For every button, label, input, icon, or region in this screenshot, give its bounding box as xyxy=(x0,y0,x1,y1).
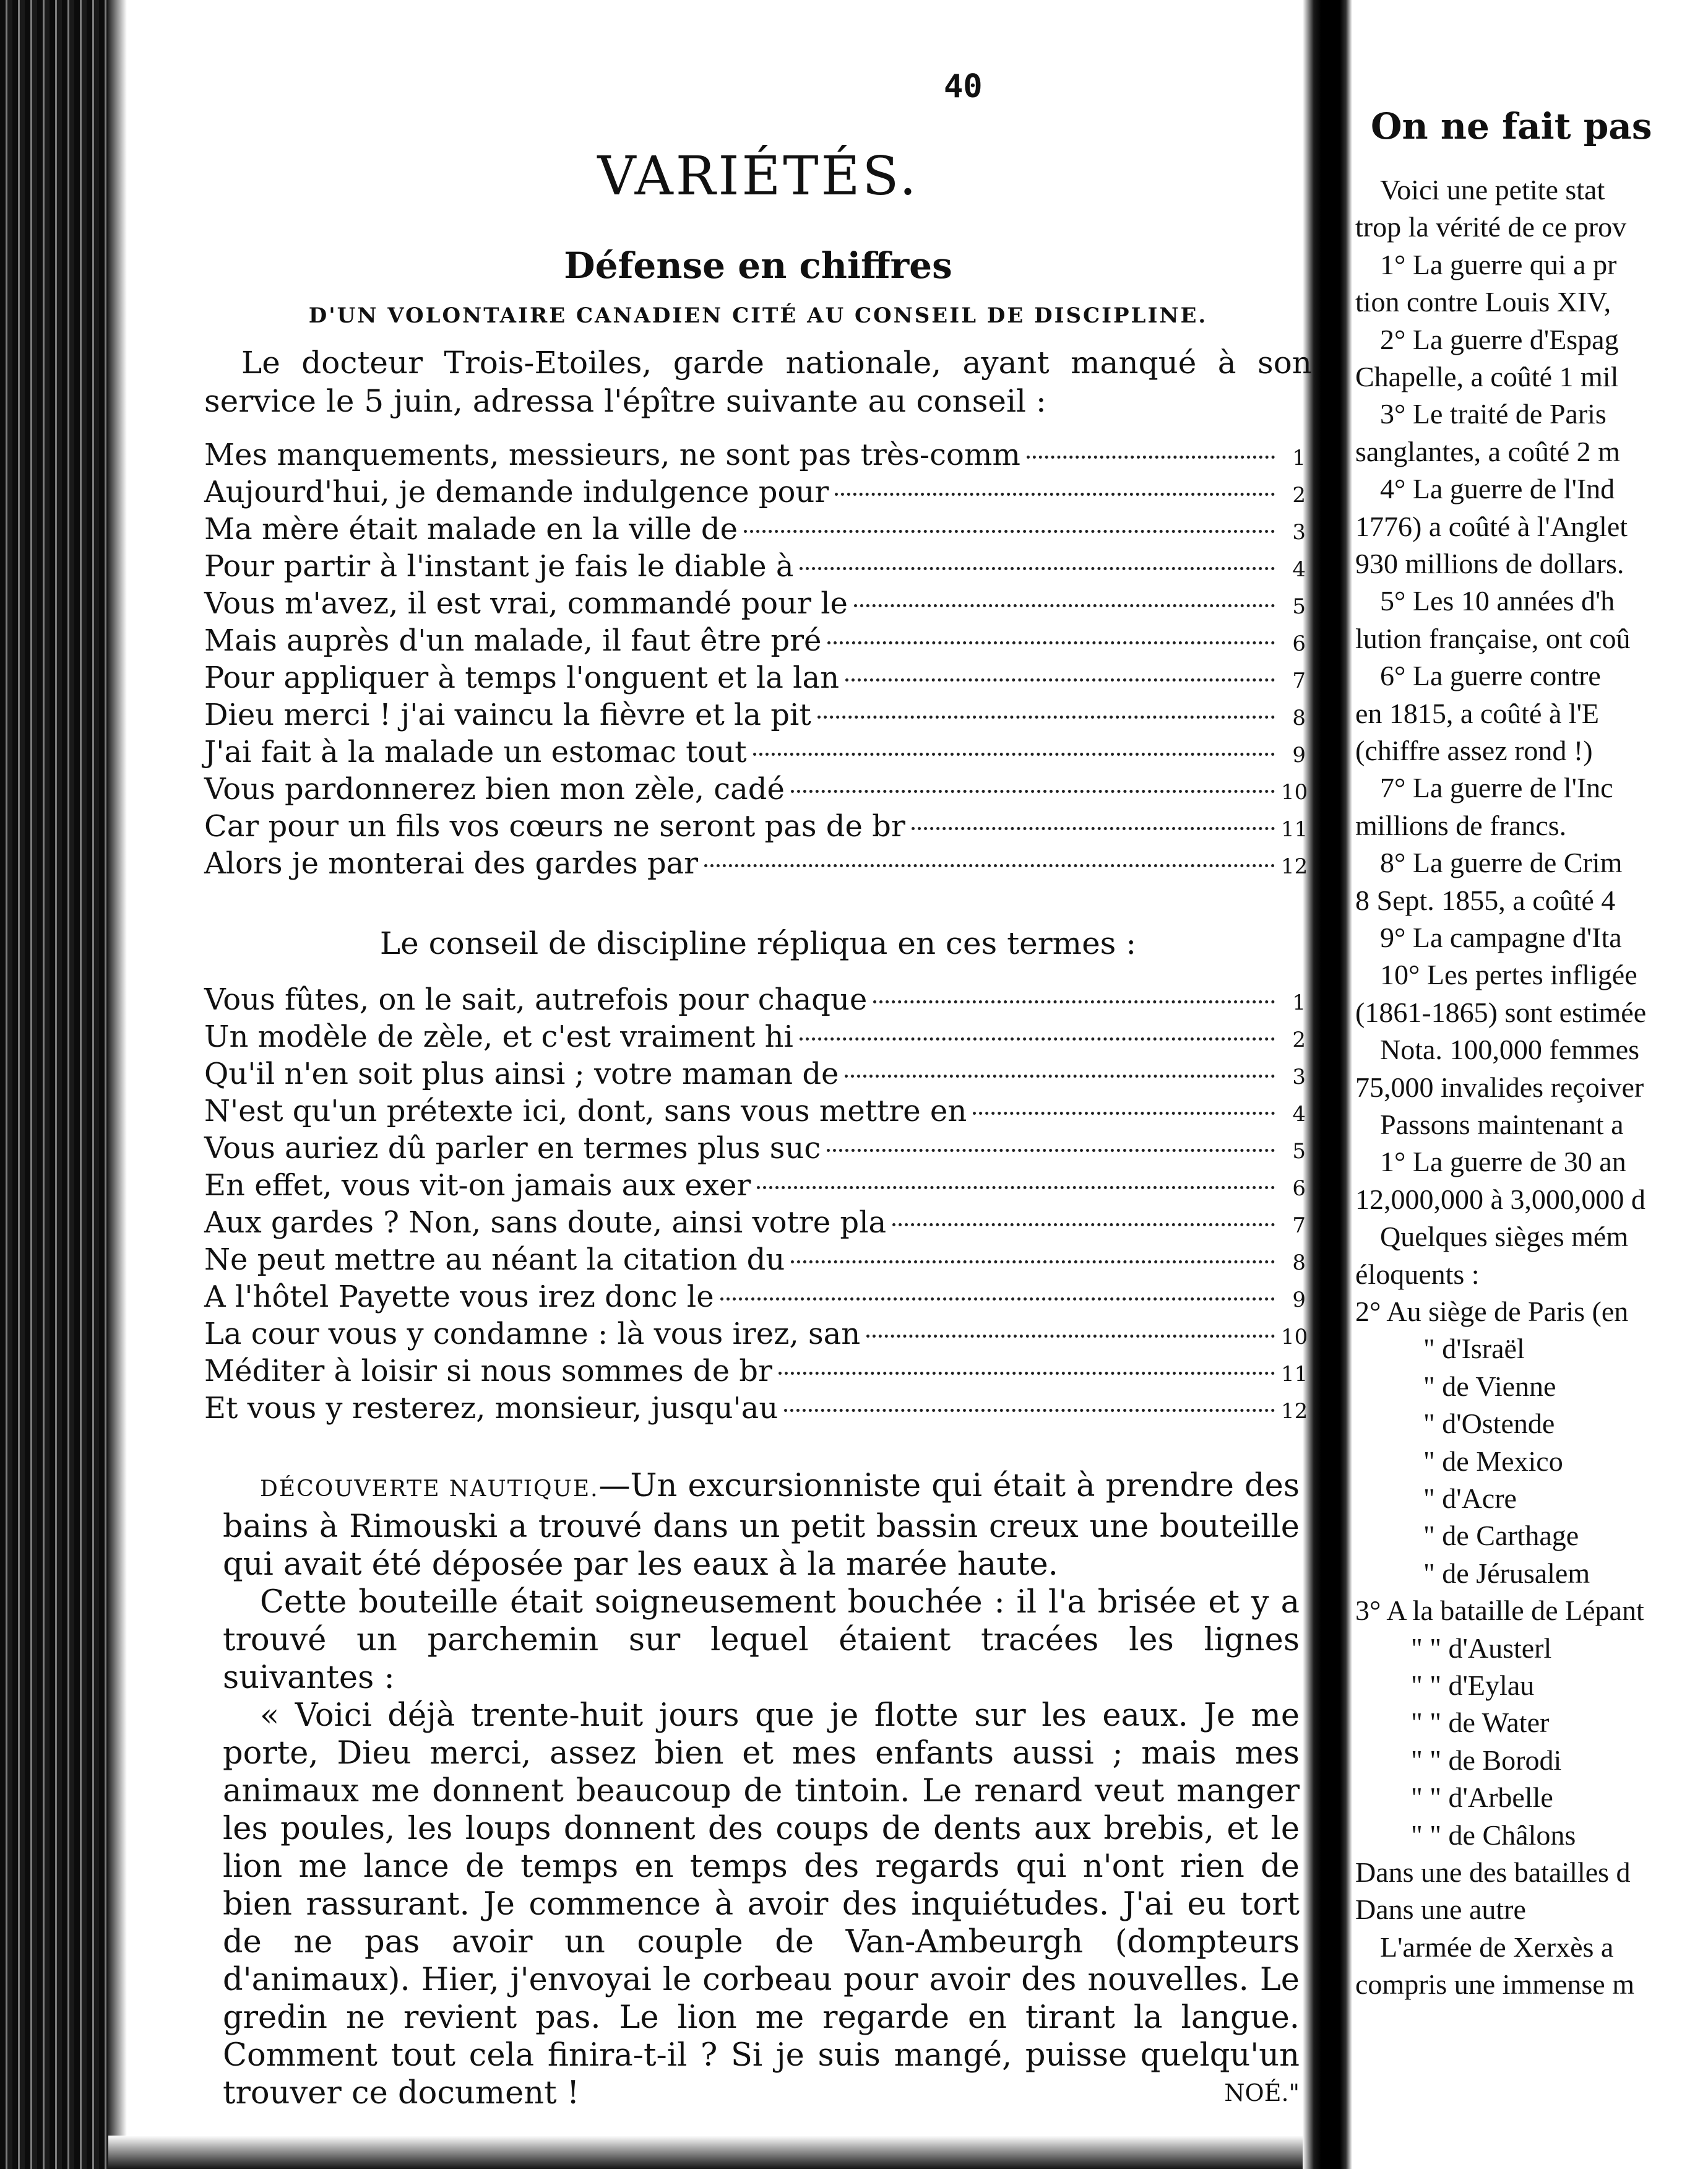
right-page-line: " d'Israël xyxy=(1423,1333,1525,1364)
right-page-line: 8° La guerre de Crim xyxy=(1380,847,1623,878)
leader-dots xyxy=(784,1409,1275,1412)
leader-dots xyxy=(854,604,1275,607)
verse-text: Pour partir à l'instant je fais le diable à xyxy=(204,549,794,584)
verse-text: Car pour un fils vos cœurs ne seront pas de br xyxy=(204,809,905,844)
right-page-line: " de Vienne xyxy=(1423,1370,1556,1402)
right-page-line: 6° La guerre contre xyxy=(1380,660,1601,691)
right-page-line: Dans une autre xyxy=(1355,1894,1526,1925)
verse-text: Et vous y resterez, monsieur, jusqu'au xyxy=(204,1391,779,1426)
section-title: VARIÉTÉS. xyxy=(597,145,919,207)
nautique-paragraph-3 xyxy=(223,1697,1300,2112)
verse-number: 8 xyxy=(1292,1250,1306,1275)
leader-dots xyxy=(779,1372,1275,1375)
verse-number: 4 xyxy=(1292,1102,1306,1127)
right-page-line: 3° A la bataille de Lépant xyxy=(1355,1595,1644,1626)
leader-dots xyxy=(757,1186,1275,1189)
right-page-line: 4° La guerre de l'Ind xyxy=(1380,473,1615,504)
right-page-line: 75,000 invalides reçoiver xyxy=(1355,1072,1644,1103)
verse-line xyxy=(204,1055,1306,1093)
right-page-line: 7° La guerre de l'Inc xyxy=(1380,772,1613,803)
council-verses xyxy=(204,981,1306,1427)
leader-dots xyxy=(753,753,1275,756)
verse-text: Vous fûtes, on le sait, autrefois pour chaque xyxy=(204,982,868,1017)
verse-text: Ma mère était malade en la ville de xyxy=(204,512,738,547)
right-page-line: éloquents : xyxy=(1355,1258,1480,1290)
right-page-line: " d'Acre xyxy=(1423,1483,1517,1514)
verse-line xyxy=(204,1390,1306,1427)
verse-line xyxy=(204,1353,1306,1390)
leader-dots xyxy=(800,1037,1275,1041)
nautique-p1: —Un excursionniste qui était à prendre des bains à Rimouski a trouvé dans un petit bassin creux une bouteille qui avait été déposée par les eaux à la marée haute. xyxy=(223,1468,1300,1583)
verse-text: Qu'il n'en soit plus ainsi ; votre maman de xyxy=(204,1057,839,1091)
verse-text: J'ai fait à la malade un estomac tout xyxy=(204,735,747,769)
verse-number: 12 xyxy=(1281,1399,1308,1424)
verse-number: 3 xyxy=(1292,1065,1306,1089)
right-page-title: On ne fait pas xyxy=(1371,105,1652,147)
leader-dots xyxy=(704,864,1275,867)
leader-dots xyxy=(973,1112,1275,1115)
page-bottom-shadow xyxy=(108,2136,1303,2169)
right-page-line: tion contre Louis XIV, xyxy=(1355,286,1611,318)
right-page-line: 10° Les pertes infligée xyxy=(1380,959,1637,990)
verse-line xyxy=(204,1018,1306,1055)
verse-text: Vous m'avez, il est vrai, commandé pour le xyxy=(204,586,848,621)
verse-line xyxy=(204,585,1306,622)
article-intro: Le docteur Trois-Etoiles, garde nationale, ayant manqué à son service le 5 juin, adressa l'épître suivante au conseil : xyxy=(204,345,1312,419)
verse-line xyxy=(204,1278,1306,1315)
verse-line xyxy=(204,511,1306,548)
verse-number: 10 xyxy=(1281,780,1308,805)
right-page-line: sanglantes, a coûté 2 m xyxy=(1355,436,1620,467)
verse-text: Méditer à loisir si nous sommes de br xyxy=(204,1354,772,1388)
right-page-line: " " d'Arbelle xyxy=(1411,1782,1553,1813)
verse-number: 6 xyxy=(1292,1176,1306,1201)
right-page-line: " de Mexico xyxy=(1423,1445,1563,1477)
verse-number: 2 xyxy=(1292,483,1306,508)
right-page-line: " " de Water xyxy=(1411,1707,1550,1738)
verse-text: A l'hôtel Payette vous irez donc le xyxy=(204,1279,714,1314)
right-page-line: compris une immense m xyxy=(1355,1968,1634,2000)
verse-line xyxy=(204,734,1306,771)
verse-line xyxy=(204,659,1306,696)
verse-line xyxy=(204,1093,1306,1130)
verse-text: La cour vous y condamne : là vous irez, san xyxy=(204,1317,861,1351)
verse-number: 2 xyxy=(1292,1028,1306,1052)
right-page-line: Chapelle, a coûté 1 mil xyxy=(1355,361,1619,392)
verse-number: 3 xyxy=(1292,520,1306,545)
verse-text: Dieu merci ! j'ai vaincu la fièvre et la pit xyxy=(204,698,811,732)
verse-line xyxy=(204,548,1306,585)
verse-number: 11 xyxy=(1281,817,1308,842)
verse-number: 9 xyxy=(1292,1288,1306,1312)
leader-dots xyxy=(866,1335,1275,1338)
verse-line xyxy=(204,845,1306,882)
right-page-line: 2° La guerre d'Espag xyxy=(1380,324,1619,355)
right-page-line: (chiffre assez rond !) xyxy=(1355,735,1593,766)
verse-number: 10 xyxy=(1281,1325,1308,1349)
verse-line xyxy=(204,1204,1306,1241)
right-page-line: (1861-1865) sont estimée xyxy=(1355,997,1647,1028)
verse-text: En effet, vous vit-on jamais aux exer xyxy=(204,1168,751,1203)
right-page-line: " " de Châlons xyxy=(1411,1819,1576,1851)
right-page-line: Passons maintenant a xyxy=(1380,1109,1624,1140)
verse-line xyxy=(204,771,1306,808)
article-subtitle: D'UN VOLONTAIRE CANADIEN CITÉ AU CONSEIL DE DISCIPLINE. xyxy=(308,303,1208,328)
right-page-line: " de Carthage xyxy=(1423,1520,1579,1551)
right-page-line: 930 millions de dollars. xyxy=(1355,548,1624,579)
right-page-line: 12,000,000 à 3,000,000 d xyxy=(1355,1184,1645,1215)
verse-text: Pour appliquer à temps l'onguent et la lan xyxy=(204,660,840,695)
verse-line xyxy=(204,1315,1306,1353)
right-page-line: Dans une des batailles d xyxy=(1355,1856,1631,1888)
verse-text: Ne peut mettre au néant la citation du xyxy=(204,1242,785,1277)
verse-number: 1 xyxy=(1292,990,1306,1015)
leader-dots xyxy=(845,678,1275,682)
right-page-line: 9° La campagne d'Ita xyxy=(1380,922,1622,953)
right-page-line: Quelques sièges mém xyxy=(1380,1221,1629,1252)
right-page-line: " " de Borodi xyxy=(1411,1744,1562,1776)
leader-dots xyxy=(744,530,1275,533)
leader-dots xyxy=(873,1000,1275,1003)
book-edge-shadow xyxy=(108,0,127,2169)
verse-number: 9 xyxy=(1292,743,1306,768)
nautique-article xyxy=(223,1467,1300,2112)
defense-verses xyxy=(204,436,1306,882)
right-page xyxy=(1355,99,1708,2142)
nautique-paragraph-1 xyxy=(223,1467,1300,1583)
right-page-line: " " d'Austerl xyxy=(1411,1632,1552,1664)
right-page-line: 1° La guerre de 30 an xyxy=(1380,1146,1626,1177)
verse-number: 7 xyxy=(1292,1213,1306,1238)
verse-line xyxy=(204,474,1306,511)
verse-number: 5 xyxy=(1292,594,1306,619)
right-page-line: Voici une petite stat xyxy=(1380,174,1605,206)
verse-line xyxy=(204,1130,1306,1167)
right-page-line: " d'Ostende xyxy=(1423,1408,1555,1439)
right-page-line: 8 Sept. 1855, a coûté 4 xyxy=(1355,885,1616,916)
signature: NOÉ." xyxy=(1224,2079,1300,2106)
right-page-line: 1° La guerre qui a pr xyxy=(1380,249,1617,280)
verse-text: Un modèle de zèle, et c'est vraiment hi xyxy=(204,1020,793,1054)
leader-dots xyxy=(827,1149,1275,1152)
leader-dots xyxy=(791,790,1275,793)
verse-text: Mais auprès d'un malade, il faut être pré xyxy=(204,623,822,658)
article-title: Défense en chiffres xyxy=(564,245,952,287)
nautique-paragraph-2: Cette bouteille était soigneusement bouchée : il l'a brisée et y a trouvé un parchemin sur lequel étaient tracées les lignes suivantes : xyxy=(223,1584,1300,1696)
verse-line xyxy=(204,1241,1306,1278)
leader-dots xyxy=(912,827,1275,830)
verse-line xyxy=(204,981,1306,1018)
verse-number: 5 xyxy=(1292,1139,1306,1164)
leader-dots xyxy=(892,1223,1275,1226)
verse-number: 1 xyxy=(1292,446,1306,470)
leader-dots xyxy=(1027,456,1275,459)
leader-dots xyxy=(720,1297,1275,1301)
verse-text: Mes manquements, messieurs, ne sont pas très-comm xyxy=(204,438,1020,472)
verse-text: Vous auriez dû parler en termes plus suc xyxy=(204,1131,821,1166)
right-page-line: L'armée de Xerxès a xyxy=(1380,1931,1614,1963)
verse-number: 8 xyxy=(1292,706,1306,730)
verse-line xyxy=(204,436,1306,474)
right-page-line: trop la vérité de ce prov xyxy=(1355,211,1627,243)
verse-text: Alors je monterai des gardes par xyxy=(204,846,699,881)
right-page-line: millions de francs. xyxy=(1355,810,1567,841)
council-intro: Le conseil de discipline répliqua en ces termes : xyxy=(379,925,1137,961)
right-page-line: 5° Les 10 années d'h xyxy=(1380,585,1615,617)
verse-text: Vous pardonnerez bien mon zèle, cadé xyxy=(204,772,785,807)
right-page-line: en 1815, a coûté à l'E xyxy=(1355,698,1600,729)
right-page-line: Nota. 100,000 femmes xyxy=(1380,1034,1640,1065)
leader-dots xyxy=(827,641,1275,644)
nautique-heading: DÉCOUVERTE NAUTIQUE. xyxy=(260,1476,599,1502)
leader-dots xyxy=(845,1075,1275,1078)
page-number: 40 xyxy=(944,68,983,105)
verse-line xyxy=(204,808,1306,845)
verse-number: 7 xyxy=(1292,669,1306,693)
leader-dots xyxy=(835,493,1275,496)
right-page-line: 1776) a coûté à l'Anglet xyxy=(1355,511,1628,542)
right-page-line: lution française, ont coû xyxy=(1355,623,1631,654)
verse-line xyxy=(204,696,1306,734)
verse-number: 12 xyxy=(1281,854,1308,879)
right-page-line: " de Jérusalem xyxy=(1423,1557,1590,1589)
verse-number: 11 xyxy=(1281,1362,1308,1387)
verse-number: 4 xyxy=(1292,557,1306,582)
nautique-p3: « Voici déjà trente-huit jours que je flotte sur les eaux. Je me porte, Dieu merci, assez bien et mes enfants aussi ; mais mes animaux me donnent beaucoup de tintoin. Le renard veut manger les poules, les loups donnent des coups de dents aux brebis, et le lion me lance de temps en temps des regards qui n'ont rien de bien rassurant. Je commence à avoir des inquiétudes. J'ai eu tort de ne pas avoir un couple de Van-Ambeurgh (dompteurs d'animaux). Hier, j'envoyai le corbeau pour avoir des nouvelles. Le gredin ne revient pas. Le lion me regarde en tirant la langue. Comment tout cela finira-t-il ? Si je suis mangé, puisse quelqu'un trouver ce document ! xyxy=(223,1697,1300,2111)
verse-line xyxy=(204,1167,1306,1204)
leader-dots xyxy=(817,716,1275,719)
right-page-line: " " d'Eylau xyxy=(1411,1669,1535,1701)
leader-dots xyxy=(791,1260,1275,1263)
right-page-line: 2° Au siège de Paris (en xyxy=(1355,1296,1629,1327)
verse-line xyxy=(204,622,1306,659)
right-page-line: 3° Le traité de Paris xyxy=(1380,398,1607,430)
verse-number: 6 xyxy=(1292,631,1306,656)
verse-text: Aux gardes ? Non, sans doute, ainsi votre pla xyxy=(204,1205,887,1240)
leader-dots xyxy=(800,567,1275,570)
verse-text: Aujourd'hui, je demande indulgence pour xyxy=(204,475,829,509)
verse-text: N'est qu'un prétexte ici, dont, sans vous mettre en xyxy=(204,1094,967,1128)
book-edge xyxy=(0,0,108,2169)
